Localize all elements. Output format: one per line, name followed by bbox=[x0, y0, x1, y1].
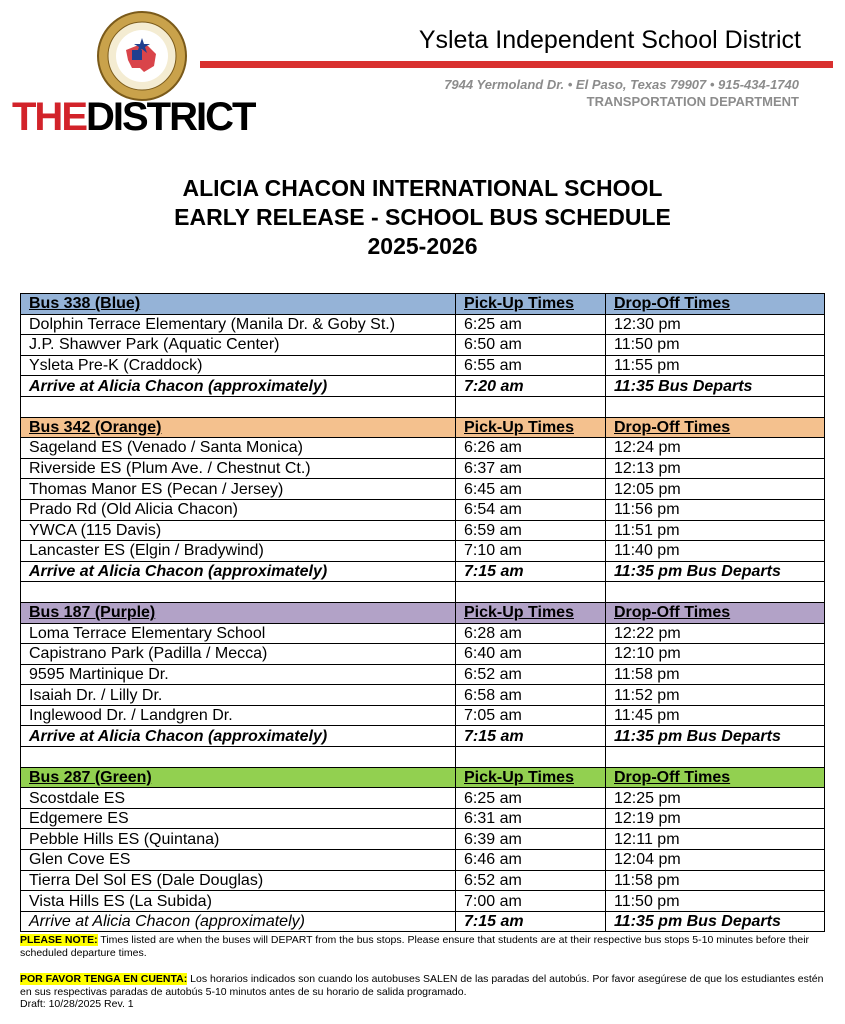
bus-name: Bus 287 (Green) bbox=[21, 767, 456, 788]
logo-district: DISTRICT bbox=[86, 95, 255, 139]
stop-location: Capistrano Park (Padilla / Mecca) bbox=[21, 644, 456, 665]
title-line-1: ALICIA CHACON INTERNATIONAL SCHOOL bbox=[182, 175, 663, 201]
bus-header-row bbox=[21, 294, 825, 315]
pickup-time: 7:00 am bbox=[456, 891, 606, 912]
arrival-dropoff-time: 11:35 pm Bus Departs bbox=[606, 726, 825, 747]
stop-row bbox=[21, 664, 825, 685]
pickup-time: 6:59 am bbox=[456, 520, 606, 541]
dropoff-time: 12:04 pm bbox=[606, 850, 825, 871]
stop-location: Vista Hills ES (La Subida) bbox=[21, 891, 456, 912]
dropoff-time: 11:45 pm bbox=[606, 705, 825, 726]
logo-the: THE bbox=[12, 95, 86, 139]
dropoff-time: 11:52 pm bbox=[606, 685, 825, 706]
dropoff-header: Drop-Off Times bbox=[606, 294, 825, 315]
bus-name: Bus 187 (Purple) bbox=[21, 602, 456, 623]
spacer-cell bbox=[21, 747, 456, 768]
notes-section bbox=[20, 934, 825, 1011]
dropoff-header: Drop-Off Times bbox=[606, 417, 825, 438]
arrival-row bbox=[21, 376, 825, 397]
dropoff-header: Drop-Off Times bbox=[606, 767, 825, 788]
stop-location: Loma Terrace Elementary School bbox=[21, 623, 456, 644]
stop-location: Prado Rd (Old Alicia Chacon) bbox=[21, 499, 456, 520]
stop-location: Pebble Hills ES (Quintana) bbox=[21, 829, 456, 850]
stop-row bbox=[21, 788, 825, 809]
pickup-header: Pick-Up Times bbox=[456, 294, 606, 315]
stop-location: Ysleta Pre-K (Craddock) bbox=[21, 355, 456, 376]
stop-row bbox=[21, 644, 825, 665]
dropoff-time: 11:50 pm bbox=[606, 335, 825, 356]
stop-row bbox=[21, 314, 825, 335]
arrival-row bbox=[21, 561, 825, 582]
arrival-pickup-time: 7:20 am bbox=[456, 376, 606, 397]
pickup-time: 6:58 am bbox=[456, 685, 606, 706]
pickup-time: 6:26 am bbox=[456, 438, 606, 459]
pickup-time: 7:10 am bbox=[456, 541, 606, 562]
stop-location: Inglewood Dr. / Landgren Dr. bbox=[21, 705, 456, 726]
bus-header-row bbox=[21, 417, 825, 438]
stop-row bbox=[21, 891, 825, 912]
pickup-time: 6:40 am bbox=[456, 644, 606, 665]
spacer-cell bbox=[606, 747, 825, 768]
pickup-time: 6:45 am bbox=[456, 479, 606, 500]
pickup-header: Pick-Up Times bbox=[456, 417, 606, 438]
pickup-time: 6:39 am bbox=[456, 829, 606, 850]
dropoff-time: 12:22 pm bbox=[606, 623, 825, 644]
pickup-time: 7:05 am bbox=[456, 705, 606, 726]
pickup-time: 6:46 am bbox=[456, 850, 606, 871]
stop-row bbox=[21, 499, 825, 520]
stop-row bbox=[21, 870, 825, 891]
arrival-row bbox=[21, 726, 825, 747]
stop-row bbox=[21, 541, 825, 562]
bus-header-row bbox=[21, 602, 825, 623]
spanish-note bbox=[20, 973, 825, 998]
stop-location: Scostdale ES bbox=[21, 788, 456, 809]
spacer-row bbox=[21, 582, 825, 603]
stop-row bbox=[21, 479, 825, 500]
spacer-cell bbox=[456, 582, 606, 603]
stop-location: YWCA (115 Davis) bbox=[21, 520, 456, 541]
dropoff-time: 12:25 pm bbox=[606, 788, 825, 809]
stop-row bbox=[21, 850, 825, 871]
district-logo bbox=[10, 10, 270, 140]
district-name: Ysleta Independent School District bbox=[418, 26, 801, 54]
title-line-3: 2025-2026 bbox=[367, 233, 478, 259]
dropoff-time: 12:05 pm bbox=[606, 479, 825, 500]
pickup-time: 6:54 am bbox=[456, 499, 606, 520]
stop-row bbox=[21, 355, 825, 376]
pickup-time: 6:52 am bbox=[456, 664, 606, 685]
arrival-location: Arrive at Alicia Chacon (approximately) bbox=[21, 911, 456, 932]
dropoff-time: 11:58 pm bbox=[606, 870, 825, 891]
arrival-pickup-time: 7:15 am bbox=[456, 726, 606, 747]
title-line-2: EARLY RELEASE - SCHOOL BUS SCHEDULE bbox=[174, 204, 671, 230]
arrival-location: Arrive at Alicia Chacon (approximately) bbox=[21, 726, 456, 747]
stop-row bbox=[21, 808, 825, 829]
bus-schedule-table bbox=[20, 293, 825, 932]
bus-header-row bbox=[21, 767, 825, 788]
dropoff-header: Drop-Off Times bbox=[606, 602, 825, 623]
stop-row bbox=[21, 458, 825, 479]
spacer-cell bbox=[456, 747, 606, 768]
dropoff-time: 12:19 pm bbox=[606, 808, 825, 829]
dropoff-time: 11:58 pm bbox=[606, 664, 825, 685]
header-divider bbox=[200, 61, 833, 68]
pickup-time: 6:28 am bbox=[456, 623, 606, 644]
english-note-text: Times listed are when the buses will DEPART from the bus stops. Please ensure that students are at their respective bus stops 5-10 minutes before their scheduled departure times. bbox=[20, 934, 810, 959]
pickup-time: 6:52 am bbox=[456, 870, 606, 891]
arrival-dropoff-time: 11:35 Bus Departs bbox=[606, 376, 825, 397]
stop-location: Riverside ES (Plum Ave. / Chestnut Ct.) bbox=[21, 458, 456, 479]
spacer-cell bbox=[21, 396, 456, 417]
dropoff-time: 11:55 pm bbox=[606, 355, 825, 376]
english-note bbox=[20, 934, 825, 959]
district-wordmark bbox=[12, 94, 254, 140]
stop-location: Thomas Manor ES (Pecan / Jersey) bbox=[21, 479, 456, 500]
english-note-label: PLEASE NOTE: bbox=[20, 934, 98, 946]
stop-row bbox=[21, 335, 825, 356]
spacer-cell bbox=[21, 582, 456, 603]
pickup-header: Pick-Up Times bbox=[456, 602, 606, 623]
dropoff-time: 12:10 pm bbox=[606, 644, 825, 665]
pickup-header: Pick-Up Times bbox=[456, 767, 606, 788]
dropoff-time: 11:51 pm bbox=[606, 520, 825, 541]
spanish-note-label: POR FAVOR TENGA EN CUENTA: bbox=[20, 973, 188, 985]
dropoff-time: 11:50 pm bbox=[606, 891, 825, 912]
pickup-time: 6:50 am bbox=[456, 335, 606, 356]
stop-row bbox=[21, 438, 825, 459]
spacer-row bbox=[21, 747, 825, 768]
arrival-dropoff-time: 11:35 pm Bus Departs bbox=[606, 911, 825, 932]
draft-revision: Draft: 10/28/2025 Rev. 1 bbox=[20, 998, 134, 1010]
arrival-pickup-time: 7:15 am bbox=[456, 911, 606, 932]
stop-location: Sageland ES (Venado / Santa Monica) bbox=[21, 438, 456, 459]
pickup-time: 6:25 am bbox=[456, 314, 606, 335]
arrival-pickup-time: 7:15 am bbox=[456, 561, 606, 582]
bus-name: Bus 338 (Blue) bbox=[21, 294, 456, 315]
arrival-location: Arrive at Alicia Chacon (approximately) bbox=[21, 376, 456, 397]
spacer-cell bbox=[456, 396, 606, 417]
pickup-time: 6:31 am bbox=[456, 808, 606, 829]
spacer-cell bbox=[606, 396, 825, 417]
stop-location: Isaiah Dr. / Lilly Dr. bbox=[21, 685, 456, 706]
dropoff-time: 11:56 pm bbox=[606, 499, 825, 520]
district-seal-icon bbox=[96, 10, 188, 102]
stop-location: Glen Cove ES bbox=[21, 850, 456, 871]
district-address: 7944 Yermoland Dr. • El Paso, Texas 79907 • 915-434-1740 bbox=[444, 77, 799, 92]
arrival-location: Arrive at Alicia Chacon (approximately) bbox=[21, 561, 456, 582]
stop-location: Dolphin Terrace Elementary (Manila Dr. & Goby St.) bbox=[21, 314, 456, 335]
dropoff-time: 12:11 pm bbox=[606, 829, 825, 850]
arrival-dropoff-time: 11:35 pm Bus Departs bbox=[606, 561, 825, 582]
stop-location: J.P. Shawver Park (Aquatic Center) bbox=[21, 335, 456, 356]
dropoff-time: 12:24 pm bbox=[606, 438, 825, 459]
stop-row bbox=[21, 520, 825, 541]
dropoff-time: 11:40 pm bbox=[606, 541, 825, 562]
dropoff-time: 12:30 pm bbox=[606, 314, 825, 335]
spacer-row bbox=[21, 396, 825, 417]
spanish-note-text: Los horarios indicados son cuando los autobuses SALEN de las paradas del autobús. Por favor asegúrese de que los estudiantes estén en sus respectivas paradas de autobús 5-10 minutos antes de su horario de salida programado. bbox=[20, 973, 824, 998]
department-name: TRANSPORTATION DEPARTMENT bbox=[586, 94, 799, 109]
stop-row bbox=[21, 829, 825, 850]
stop-location: 9595 Martinique Dr. bbox=[21, 664, 456, 685]
stop-location: Tierra Del Sol ES (Dale Douglas) bbox=[21, 870, 456, 891]
pickup-time: 6:25 am bbox=[456, 788, 606, 809]
stop-row bbox=[21, 685, 825, 706]
pickup-time: 6:55 am bbox=[456, 355, 606, 376]
stop-row bbox=[21, 705, 825, 726]
dropoff-time: 12:13 pm bbox=[606, 458, 825, 479]
arrival-row bbox=[21, 911, 825, 932]
stop-location: Lancaster ES (Elgin / Bradywind) bbox=[21, 541, 456, 562]
pickup-time: 6:37 am bbox=[456, 458, 606, 479]
page-title bbox=[0, 174, 845, 261]
bus-name: Bus 342 (Orange) bbox=[21, 417, 456, 438]
spacer-cell bbox=[606, 582, 825, 603]
stop-location: Edgemere ES bbox=[21, 808, 456, 829]
stop-row bbox=[21, 623, 825, 644]
